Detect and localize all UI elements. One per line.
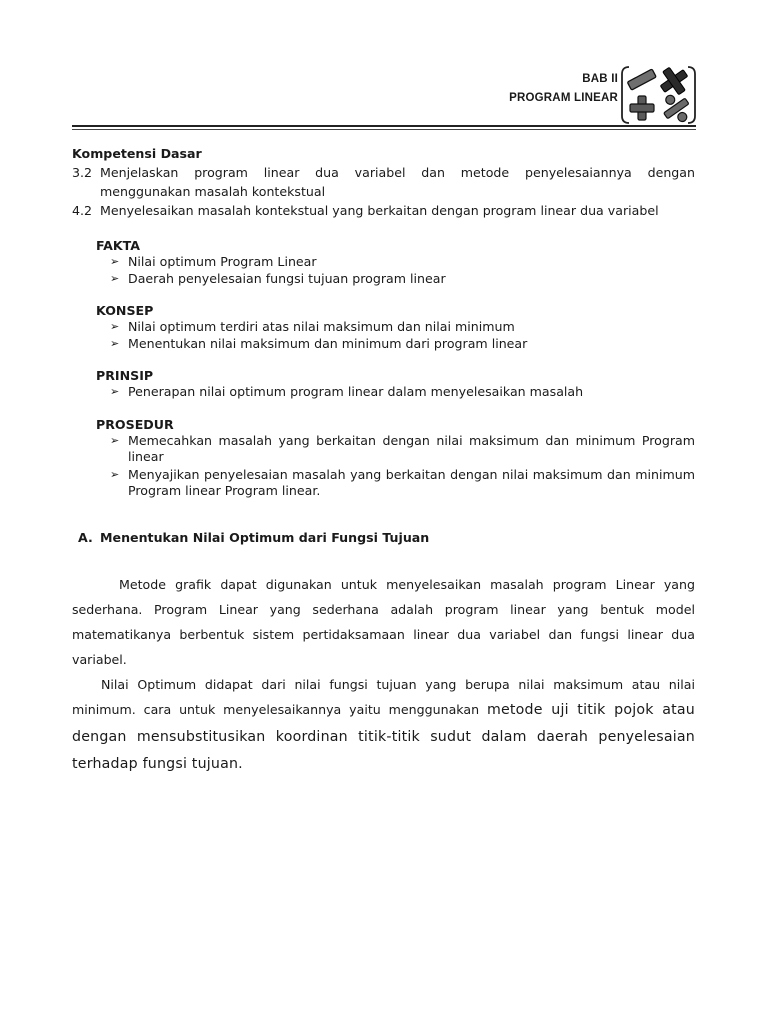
paragraph-2: [72, 672, 695, 778]
list-item-text: Daerah penyelesaian fungsi tujuan program linear: [128, 270, 446, 286]
chapter-title: PROGRAM LINEAR: [509, 92, 618, 104]
section-prosedur: [96, 417, 695, 500]
arrow-bullet-icon: ➢: [110, 467, 120, 481]
section-konsep: [96, 303, 695, 352]
section-title: KONSEP: [96, 303, 154, 318]
section-a-heading: [78, 530, 695, 546]
math-operators-icon: [621, 64, 696, 126]
document-body: [72, 145, 695, 778]
konsep-list: [96, 319, 695, 352]
chapter-header: [509, 70, 618, 108]
kompetensi-number: 3.2: [72, 165, 93, 180]
list-item-text: Memecahkan masalah yang berkaitan dengan nilai maksimum dan minimum Program linear: [128, 432, 695, 464]
section-heading-text: Menentukan Nilai Optimum dari Fungsi Tujuan: [100, 529, 430, 545]
list-item: [96, 271, 695, 288]
prinsip-list: [96, 384, 695, 401]
arrow-bullet-icon: ➢: [110, 271, 120, 285]
list-item-text: Nilai optimum terdiri atas nilai maksimum dan nilai minimum: [128, 319, 515, 334]
section-title: PRINSIP: [96, 368, 154, 383]
kompetensi-item: [72, 201, 695, 220]
arrow-bullet-icon: ➢: [110, 433, 120, 447]
paragraph-2-normal: Nilai Optimum didapat dari nilai fungsi tujuan yang berupa nilai maksimum atau nilai minimum. cara untuk menyelesaikannya yaitu menggunakan: [72, 676, 695, 717]
list-item: [96, 384, 695, 401]
section-prinsip: [96, 368, 695, 401]
header-divider: [72, 125, 696, 127]
list-item-text: Menyajikan penyelesaian masalah yang berkaitan dengan nilai maksimum dan minimum Program linear Program linear.: [128, 466, 695, 498]
header-divider-thin: [72, 129, 696, 130]
kompetensi-number: 4.2: [72, 203, 93, 218]
fakta-list: [96, 254, 695, 287]
list-item: [96, 336, 695, 353]
section-title: FAKTA: [96, 238, 141, 253]
list-item-text: Menentukan nilai maksimum dan minimum dari program linear: [128, 335, 528, 351]
arrow-bullet-icon: ➢: [110, 320, 120, 333]
arrow-bullet-icon: ➢: [110, 255, 120, 268]
arrow-bullet-icon: ➢: [110, 336, 120, 350]
list-item: [96, 467, 695, 500]
chapter-number: BAB II: [582, 73, 618, 85]
list-item: [96, 433, 695, 466]
kompetensi-title: Kompetensi Dasar: [72, 146, 202, 161]
list-item-text: Nilai optimum Program Linear: [128, 254, 317, 269]
list-item: [96, 254, 695, 271]
section-fakta: [96, 238, 695, 287]
kompetensi-text: Menjelaskan program linear dua variabel dan metode penyelesaiannya dengan menggunakan masalah kontekstual: [100, 165, 695, 199]
list-item: [96, 319, 695, 336]
list-item-text: Penerapan nilai optimum program linear dalam menyelesaikan masalah: [128, 384, 584, 399]
section-title: PROSEDUR: [96, 416, 174, 432]
arrow-bullet-icon: ➢: [110, 385, 120, 398]
prosedur-list: [96, 433, 695, 500]
paragraph-2-large: metode uji titik pojok atau dengan mensubstitusikan koordinan titik-titik sudut dalam daerah penyelesaian terhadap fungsi tujuan.: [72, 701, 695, 772]
kompetensi-text: Menyelesaikan masalah kontekstual yang berkaitan dengan program linear dua variabel: [100, 203, 659, 218]
paragraph-1: Metode grafik dapat digunakan untuk menyelesaikan masalah program Linear yang sederhana. Program Linear yang sederhana adalah program linear yang bentuk model matematikanya berbentuk sistem pertidaksamaan linear dua variabel dan fungsi linear dua variabel.: [72, 576, 695, 667]
section-letter: A.: [78, 529, 93, 545]
kompetensi-item: [72, 163, 695, 201]
